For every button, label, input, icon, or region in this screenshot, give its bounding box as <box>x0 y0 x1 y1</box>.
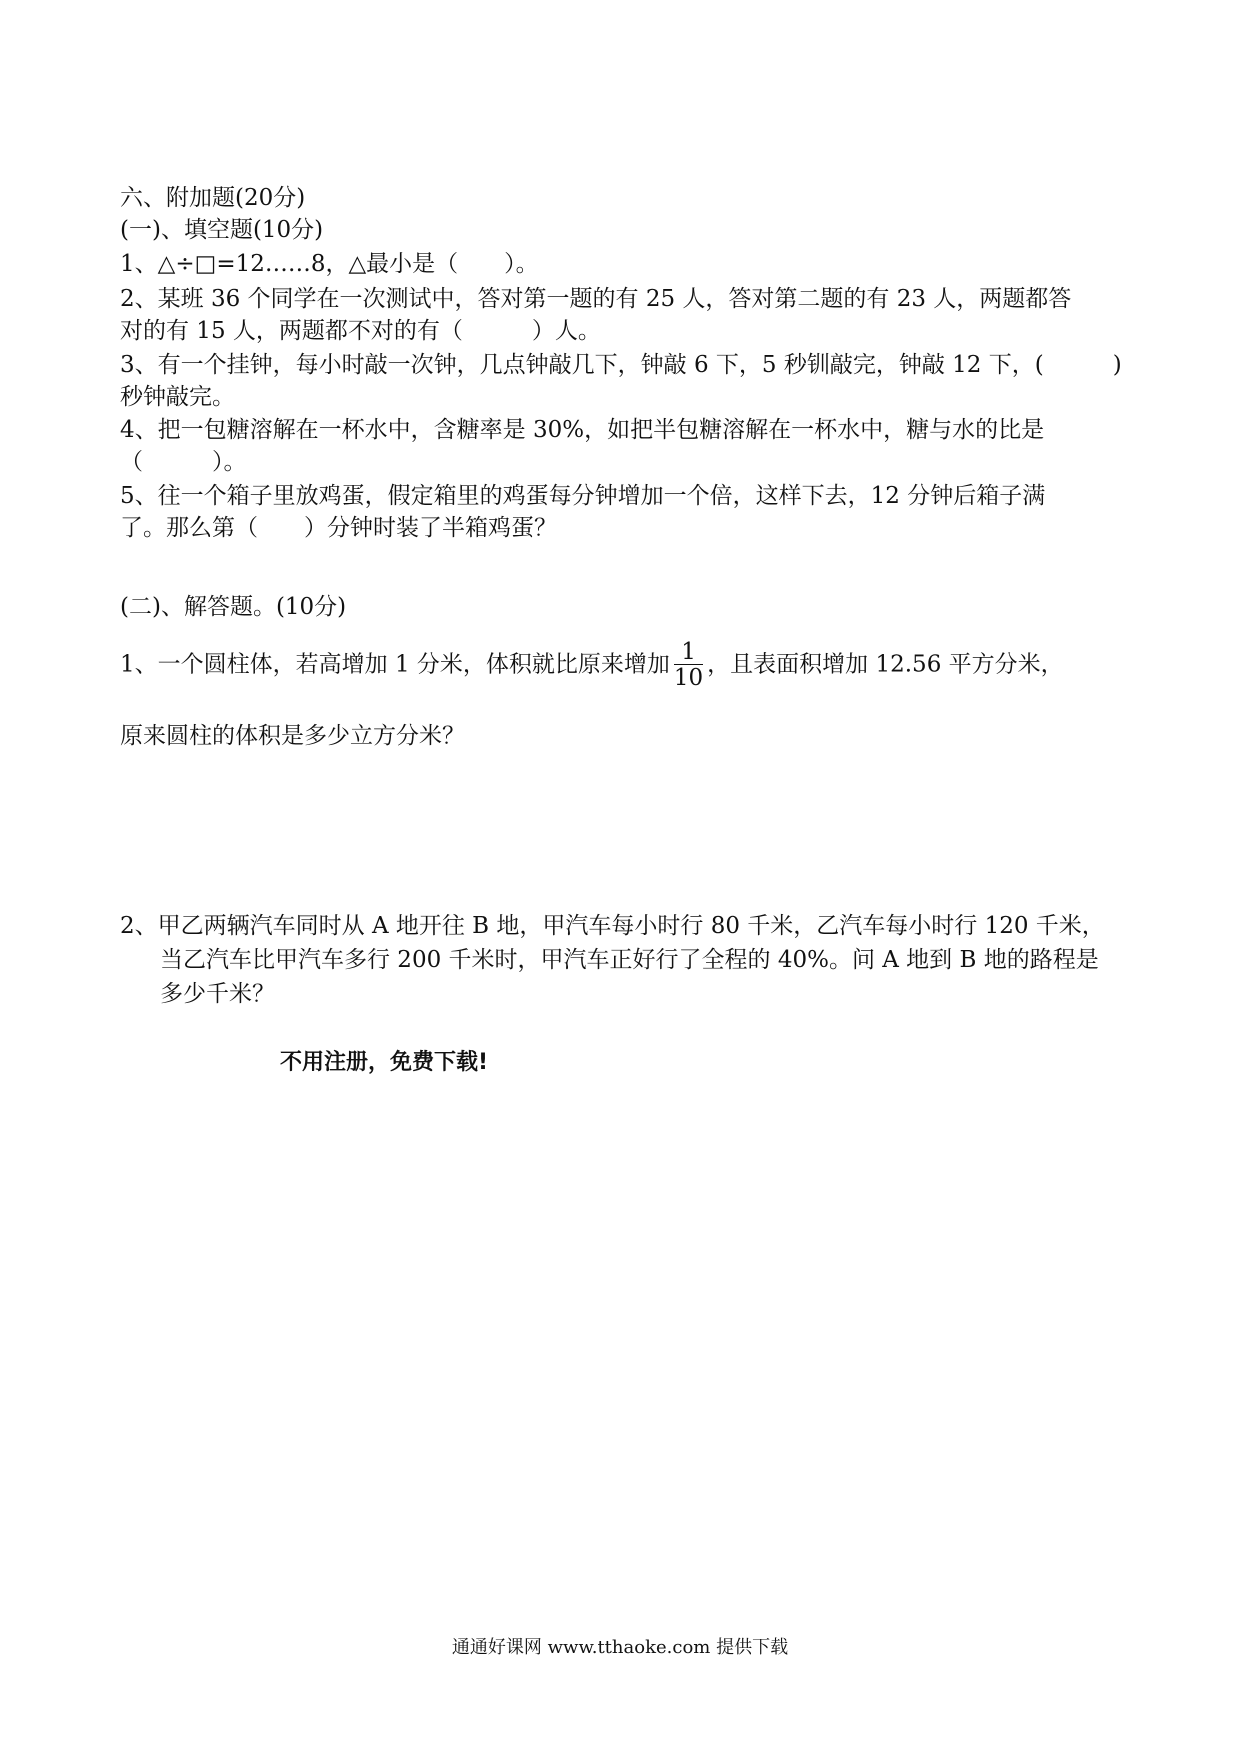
footer-text: 通通好课网 www.tthaoke.com 提供下载 <box>451 1637 789 1658</box>
q1-text-after: ，且表面积增加 12.56 平方分米， <box>707 651 1064 678</box>
fill-question-2-line1: 2、某班 36 个同学在一次测试中，答对第一题的有 25 人，答对第二题的有 23 人，两题都答 <box>120 286 1072 312</box>
q1-text-before: 1、一个圆柱体，若高增加 1 分米，体积就比原来增加 <box>120 651 670 678</box>
fill-question-4-line2: （ ）。 <box>120 449 247 475</box>
section-title: 六、附加题(20分) <box>120 185 306 211</box>
fraction-one-tenth <box>674 640 703 691</box>
fill-question-5-line2: 了。那么第（ ）分钟时装了半箱鸡蛋？ <box>120 515 557 541</box>
fraction-denominator: 10 <box>673 665 704 691</box>
part1-title: (一)、填空题(10分) <box>120 217 324 243</box>
fraction-numerator: 1 <box>674 640 703 665</box>
answer-question-2-line1: 2、甲乙两辆汽车同时从 A 地开往 B 地，甲汽车每小时行 80 千米，乙汽车每小时行 120 千米， <box>120 913 1105 939</box>
fill-question-5-line1: 5、往一个箱子里放鸡蛋，假定箱里的鸡蛋每分钟增加一个倍，这样下去，12 分钟后箱子满 <box>120 483 1046 509</box>
answer-question-2-line3: 多少千米？ <box>160 981 275 1007</box>
fill-question-4-line1: 4、把一包糖溶解在一杯水中，含糖率是 30%，如把半包糖溶解在一杯水中，糖与水的比是 <box>120 417 1045 443</box>
fill-question-3-line1: 3、有一个挂钟，每小时敲一次钟，几点钟敲几下，钟敲 6 下，5 秒钏敲完，钟敲 12 下，( ) <box>120 352 1122 378</box>
answer-question-1-line1 <box>120 640 1064 691</box>
fill-question-2-line2: 对的有 15 人，两题都不对的有（ ）人。 <box>120 318 601 344</box>
answer-question-2-line2: 当乙汽车比甲汽车多行 200 千米时，甲汽车正好行了全程的 40%。问 A 地到 B 地的路程是 <box>160 947 1099 973</box>
answer-question-1-line2: 原来圆柱的体积是多少立方分米？ <box>120 723 465 749</box>
fill-question-3-line2: 秒钟敲完。 <box>120 384 235 410</box>
promo-text: 不用注册，免费下载! <box>280 1050 489 1075</box>
fill-question-1: 1、△÷□=12……8，△最小是（ ）。 <box>120 251 539 277</box>
part2-title: (二)、解答题。(10分) <box>120 594 347 620</box>
